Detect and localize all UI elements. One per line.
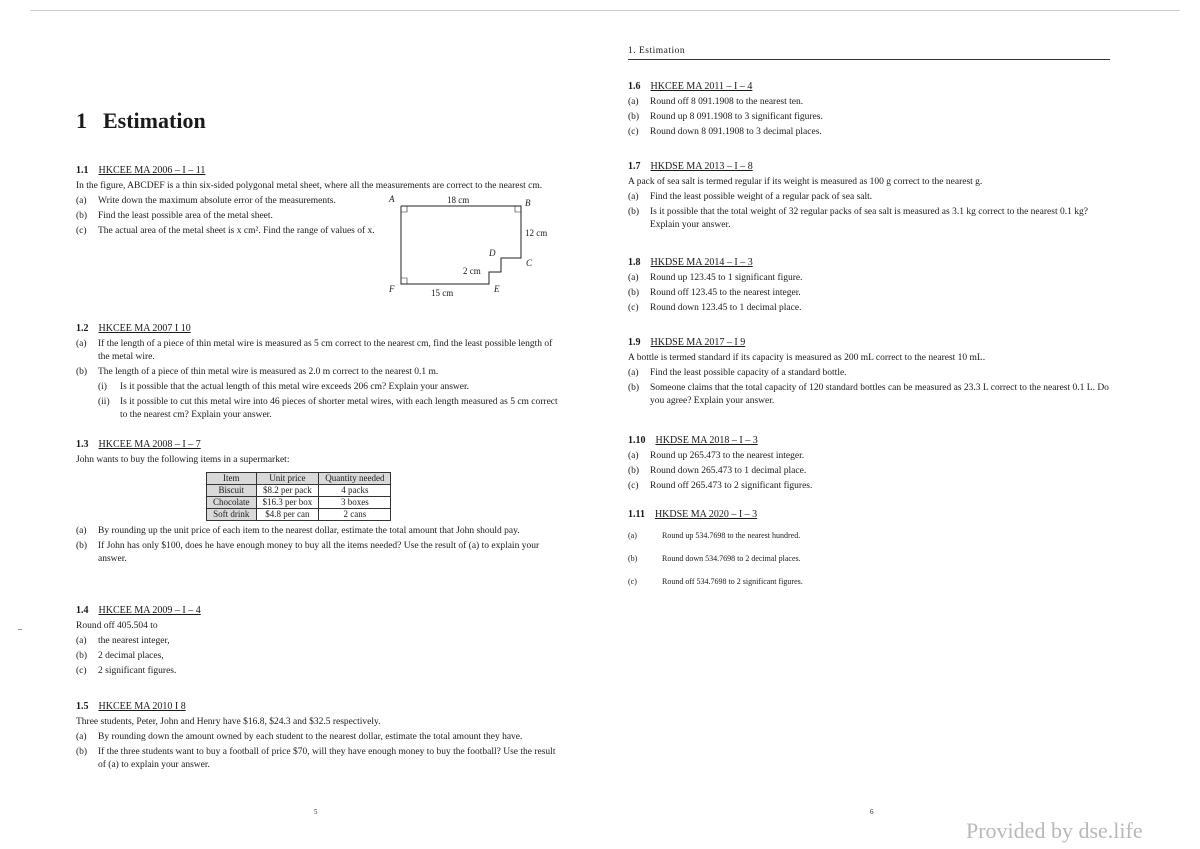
chapter-title-text: Estimation — [103, 108, 206, 133]
table-header: Item — [207, 473, 257, 485]
question-1-8 — [628, 256, 1110, 317]
dimension-step: 2 cm — [463, 266, 481, 276]
question-number: 1.7 — [628, 161, 641, 172]
table-header: Quantity needed — [319, 473, 391, 485]
vertex-b-label: B — [525, 198, 531, 208]
question-part: (c) Round down 123.45 to 1 decimal place. — [628, 303, 802, 313]
question-source: HKDSE MA 2013 – I – 8 — [650, 161, 753, 172]
dimension-right: 12 cm — [525, 228, 548, 238]
question-source: HKCEE MA 2007 I 10 — [98, 323, 191, 334]
question-1-9 — [628, 336, 1110, 410]
table-cell: $4.8 per can — [256, 509, 319, 521]
question-intro: In the figure, ABCDEF is a thin six-sided polygonal metal sheet, where all the measurements are correct to the nearest cm. — [76, 181, 543, 191]
table-cell: Chocolate — [207, 497, 257, 509]
question-1-6 — [628, 80, 1110, 141]
table-cell: $8.2 per pack — [256, 485, 319, 497]
question-part: (a) Round up 534.7698 to the nearest hundred. — [628, 531, 801, 540]
question-heading — [76, 604, 558, 617]
dimension-top: 18 cm — [447, 195, 470, 205]
question-source: HKDSE MA 2014 – I – 3 — [650, 257, 753, 268]
question-number: 1.3 — [76, 439, 89, 450]
question-source: HKCEE MA 2008 – I – 7 — [98, 439, 201, 450]
question-number: 1.4 — [76, 605, 89, 616]
question-intro: Three students, Peter, John and Henry have $16.8, $24.3 and $32.5 respectively. — [76, 717, 381, 727]
question-heading — [76, 700, 558, 713]
page-number-left: 5 — [314, 808, 318, 816]
chapter-number: 1 — [76, 108, 87, 133]
table-cell: 3 boxes — [319, 497, 391, 509]
question-heading — [628, 434, 1110, 447]
question-part: (b) Round off 123.45 to the nearest integer. — [628, 288, 801, 298]
question-part: (a) Write down the maximum absolute error of the measurements. — [76, 196, 336, 206]
question-1-3 — [76, 438, 558, 568]
vertex-d-label: D — [489, 248, 496, 258]
running-header: 1. Estimation — [628, 46, 1110, 60]
question-heading — [628, 80, 1110, 93]
question-part: (c) Round off 265.473 to 2 significant figures. — [628, 481, 813, 491]
table-cell: 4 packs — [319, 485, 391, 497]
question-part: (c) Round down 8 091.1908 to 3 decimal places. — [628, 127, 822, 137]
question-part: (a) If the length of a piece of thin metal wire is measured as 5 cm correct to the nearest cm, find the least possible length of the metal wire. — [76, 339, 553, 362]
vertex-a-label: A — [389, 194, 395, 204]
dimension-bottom: 15 cm — [431, 288, 454, 298]
question-1-10 — [628, 434, 1110, 495]
question-heading — [628, 256, 1110, 269]
question-heading — [628, 508, 1110, 521]
vertex-c-label: C — [526, 258, 533, 268]
question-number: 1.11 — [628, 509, 645, 520]
price-table — [206, 472, 391, 521]
question-source: HKCEE MA 2006 – I – 11 — [98, 165, 206, 176]
question-number: 1.2 — [76, 323, 89, 334]
question-source: HKDSE MA 2020 – I – 3 — [654, 509, 758, 520]
question-part: (c) The actual area of the metal sheet is x cm². Find the range of values of x. — [76, 226, 375, 236]
scan-line — [30, 10, 1180, 11]
question-source: HKCEE MA 2009 – I – 4 — [98, 605, 201, 616]
table-row — [207, 509, 391, 521]
question-part: (b) 2 decimal places, — [76, 651, 164, 661]
question-source: HKCEE MA 2011 – I – 4 — [650, 81, 753, 92]
question-part: (a) Round off 8 091.1908 to the nearest ten. — [628, 97, 804, 107]
question-1-5 — [76, 700, 558, 774]
question-1-7 — [628, 160, 1110, 234]
table-cell: 2 cans — [319, 509, 391, 521]
question-source: HKCEE MA 2010 I 8 — [98, 701, 186, 712]
question-heading — [628, 160, 1110, 173]
question-part: (b) Round down 265.473 to 1 decimal place. — [628, 466, 807, 476]
vertex-f-label: F — [389, 284, 395, 294]
chapter-title — [76, 108, 206, 134]
question-part: (b) The length of a piece of thin metal wire is measured as 2.0 m correct to the nearest 0.1 m. — [76, 367, 439, 377]
question-source: HKDSE MA 2017 – I 9 — [650, 337, 746, 348]
question-part: (b) Find the least possible area of the metal sheet. — [76, 211, 273, 221]
polygon-diagram — [381, 194, 571, 304]
polygon-figure — [381, 194, 571, 304]
question-part: (a) By rounding up the unit price of each item to the nearest dollar, estimate the total amount that John should pay. — [76, 526, 520, 536]
table-row — [207, 497, 391, 509]
question-heading — [76, 164, 558, 177]
question-1-4 — [76, 604, 558, 680]
question-part: (b) Round up 8 091.1908 to 3 significant figures. — [628, 112, 823, 122]
question-part: (b) Is it possible that the total weight of 32 regular packs of sea salt is measured as 3.1 kg correct to the nearest 0.1 kg? Explain your answer. — [628, 207, 1088, 230]
question-intro: A bottle is termed standard if its capacity is measured as 200 mL correct to the nearest 10 mL. — [628, 353, 986, 363]
table-header-row — [207, 473, 391, 485]
question-heading — [76, 322, 558, 335]
question-number: 1.6 — [628, 81, 641, 92]
question-heading — [76, 438, 558, 451]
table-cell: $16.3 per box — [256, 497, 319, 509]
question-part: (c) Round off 534.7698 to 2 significant figures. — [628, 577, 803, 586]
question-part: (a) Find the least possible capacity of a standard bottle. — [628, 368, 847, 378]
question-part: (c) 2 significant figures. — [76, 666, 177, 676]
question-part: (b) Someone claims that the total capacity of 120 standard bottles can be measured as 23.3 L correct to the nearest 0.1 L. Do you agree? Explain your answer. — [628, 383, 1109, 406]
watermark: Provided by dse.life — [966, 818, 1143, 843]
question-part: (b) Round down 534.7698 to 2 decimal places. — [628, 554, 801, 563]
question-number: 1.1 — [76, 165, 89, 176]
question-part: (a) the nearest integer, — [76, 636, 170, 646]
question-intro: A pack of sea salt is termed regular if its weight is measured as 100 g correct to the nearest g. — [628, 177, 983, 187]
question-part: (b) If John has only $100, does he have enough money to buy all the items needed? Use the result of (a) to explain your answer. — [76, 541, 540, 564]
question-1-2 — [76, 322, 558, 424]
table-cell: Biscuit — [207, 485, 257, 497]
question-subpart: (i) Is it possible that the actual length of this metal wire exceeds 206 cm? Explain your answer. — [98, 382, 470, 392]
table-header: Unit price — [256, 473, 319, 485]
question-part: (a) Find the least possible weight of a regular pack of sea salt. — [628, 192, 873, 202]
question-subpart: (ii) Is it possible to cut this metal wire into 46 pieces of shorter metal wires, with each length measured as 5 cm correct to the nearest cm? Explain your answer. — [98, 397, 558, 420]
table-cell: Soft drink — [207, 509, 257, 521]
vertex-e-label: E — [494, 284, 500, 294]
question-part: (a) Round up 123.45 to 1 significant figure. — [628, 273, 803, 283]
question-intro: Round off 405.504 to — [76, 621, 158, 631]
question-heading — [628, 336, 1110, 349]
table-row — [207, 485, 391, 497]
question-1-11 — [628, 508, 1110, 590]
question-number: 1.5 — [76, 701, 89, 712]
question-part: (a) Round up 265.473 to the nearest integer. — [628, 451, 805, 461]
question-number: 1.8 — [628, 257, 641, 268]
question-number: 1.10 — [628, 435, 646, 446]
scan-speck — [18, 629, 22, 630]
question-part: (a) By rounding down the amount owned by each student to the nearest dollar, estimate the total amount they have. — [76, 732, 523, 742]
question-part: (b) If the three students want to buy a football of price $70, will they have enough money to buy the football? Use the result of (a) to explain your answer. — [76, 747, 556, 770]
question-source: HKDSE MA 2018 – I – 3 — [655, 435, 758, 446]
question-intro: John wants to buy the following items in a supermarket: — [76, 455, 290, 465]
page-number-right: 6 — [870, 808, 874, 816]
question-number: 1.9 — [628, 337, 641, 348]
